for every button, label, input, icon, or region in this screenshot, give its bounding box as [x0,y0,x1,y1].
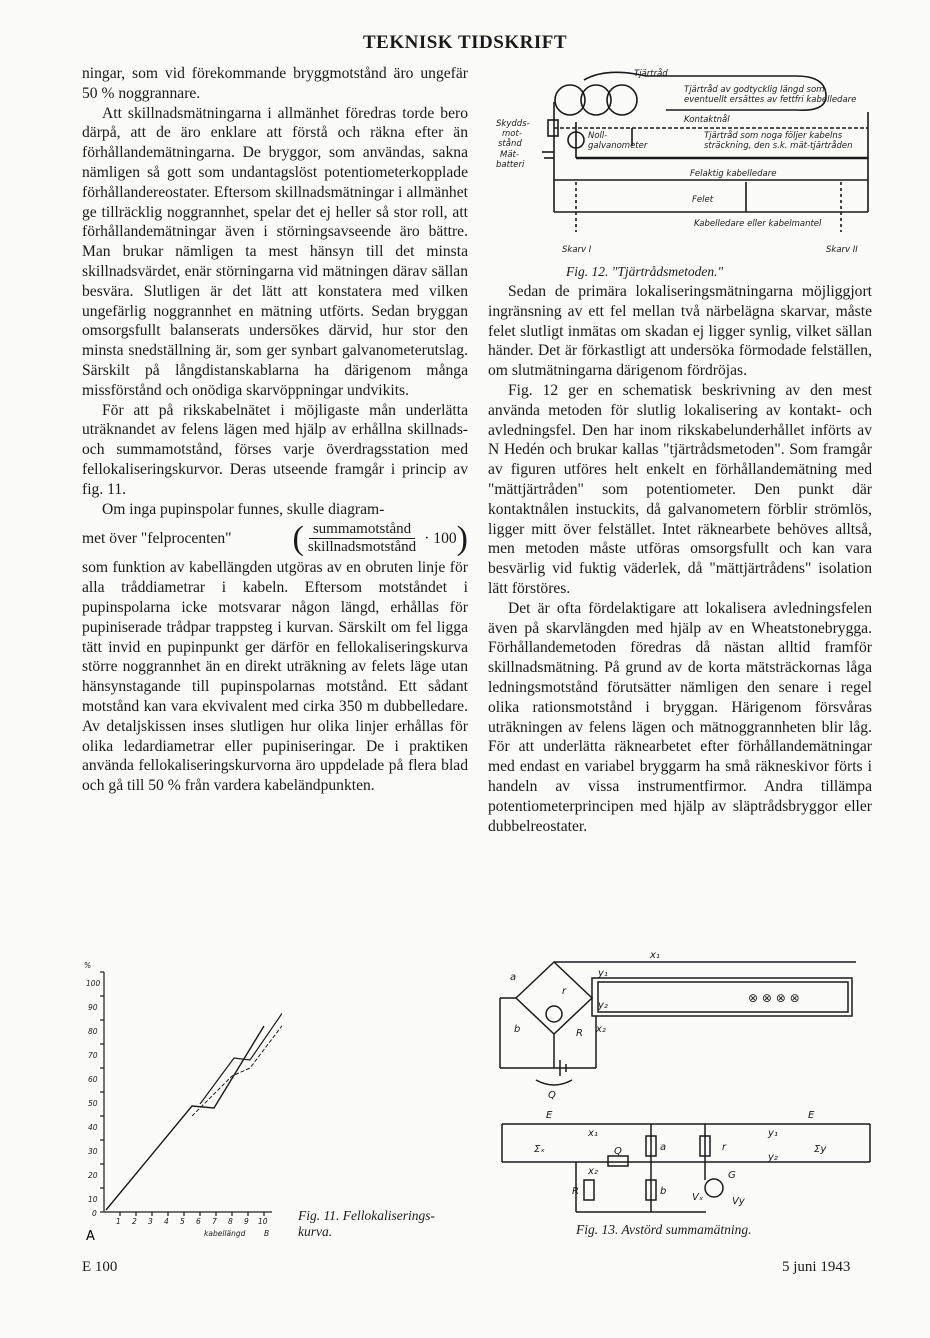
fig12-label-skydds2: mot- [502,129,522,139]
fig11-curve-main [106,1026,264,1210]
fig11-curve-dashed [192,1010,282,1116]
fig11-x-tick: 7 [212,1217,217,1226]
formula-numerator: summamotstånd [309,521,415,539]
fig11-x-tick: 2 [132,1217,137,1226]
fig11-x-label-b: B [264,1229,270,1238]
fig13-label-R: R [576,1028,583,1039]
journal-header: TEKNISK TIDSKRIFT [362,32,568,53]
paragraph: Sedan de primära lokaliseringsmätningarna möjliggjort ingränsning av ett fel mellan två närbelägna skarvar, måste felet slutligt inmätas om skadan ej ligger synlig, vilket sällan händer. Det är förkastligt att undersöka förmodade felställen, om slutmätningarna därigenom fördröjas. [488,283,872,380]
paragraph: ningar, som vid förekommande bryggmotstånd äro ungefär 50 % noggrannare. [82,65,468,102]
fig13-bridge-diagram [496,950,876,1100]
formula-prefix: met över "felprocenten" [82,529,232,547]
right-column [488,282,872,836]
fig13-label-b: b [514,1024,521,1035]
fig13-label-E-left: E [546,1110,553,1121]
fig11-x-tick: 4 [164,1217,169,1226]
fig11-y-tick: 70 [88,1051,98,1060]
fig13-label-y1: y₁ [768,1128,778,1139]
fig11-y-unit: % [84,961,92,970]
fig12-label-skarv1: Skarv I [562,245,592,255]
fig11-y-tick: 10 [88,1195,98,1204]
fig11-y-tick: 0 [92,1209,97,1218]
fig11-y-tick: 60 [88,1075,98,1084]
fig12-label-noll2: galvanometer [588,141,648,151]
paragraph: Att skillnadsmätningarna i allmänhet föredras torde bero därpå, att de äro enklare att förstå och räkna efter än förhållandemätningarna. De bryggor, som användas, sakna nämligen så gott som undantagslöst potentiometerkopplade förhållandereostater. Eftersom skillnadsmätningar i allmänhet ge tillräcklig noggrannhet, spelar det ej heller så stor roll, att förhållandemätningar även i störningsavseende äro bättre. Man brukar nämligen ta mest hänsyn till det minsta skillnadsvärdet, enär störningarna vid mätningen därav sällan besvära. Slutligen är det lätt att konstatera med vilken ungefärlig noggrannhet en mätning utförts. Sedan bryggan omsorgsfullt balanserats undersökes därvid, hur stor den minsta snedställning är, som ger synbart galvanometerutslag. Särskilt på långdistanskablarna ha därigenom många missförstånd och onödiga skarvöppningar undvikits. [82,104,468,399]
fig13-label-x1: x₁ [650,950,660,961]
fig13-label-x1: x₁ [588,1128,598,1139]
fig13-label-x2: x₂ [588,1166,598,1177]
fig12-label-felaktig: Felaktig kabelledare [690,169,777,179]
fig12-label-folj2: sträckning, den s.k. mät-tjärtråden [704,141,853,151]
fig11-y-tick: 20 [88,1171,98,1180]
fig12-caption: Fig. 12. "Tjärtrådsmetoden." [566,264,724,279]
fig11-x-tick: 8 [228,1217,233,1226]
fig11-y-tick: 90 [88,1003,98,1012]
paragraph: Det är ofta fördelaktigare att lokalisera avledningsfelen även på skarvlängden med hjälp av en Wheatstonebrygga. Förhållandemetoden föredras då nästan alltid framför skillnadsmätning. På grund av de korta mätsträckornas låga ledningsmotstånd förutsätter nämligen den senare i regel olika rationsmotstånd i bryggan. Härigenom försvåras uträkningen av felens lägen och mätnoggrannheten blir låg. För att underlätta räknearbetet efter förhållandemätningar med endast en variabel bryggarm ha små räkneskivor förts i handeln av vissa instrumentfirmor. Andra tillämpa potentiometerprincipen med hjälp av släptrådsbryggor eller dubbelreostater. [488,599,872,835]
felprocent-formula: met över "felprocenten" ( $\frac{\text{summamotstånd}}{\text{skillnadsmotstånd}}$ · 100 ) [82,519,468,557]
fig13-label-b: b [660,1186,667,1197]
left-column [82,64,468,796]
fig11-curve-upper [200,996,282,1104]
fig12-label-noll1: Noll- [588,131,608,141]
fig13-label-Q: Q [614,1146,622,1157]
fig13-label-Q: Q [548,1090,556,1100]
fig13-label-y1: y₁ [598,968,608,979]
fig13-label-E-right: E [808,1110,815,1121]
fig13-label-a: a [660,1142,667,1153]
paragraph: som funktion av kabellängden utgöras av en obruten linje för alla tråddiametrar i kabeln. Eftersom motståndet i pupinspolarna icke motsvarar någon längd, erhållas för pupiniserade trådpar trappsteg i kurvan. Särskilt om fel ligga tätt invid en pupinpunkt ger därför en fellokaliseringskurva större noggrannhet än en direkt uträkning av felets läge utan hänsynstagande till pupinspolarnas motstånd. Ett sådant motstånd kan vara ekvivalent med cirka 350 m dubbelledare. Av detaljskissen inses slutligen hur olika linjer erhållas för olika ledardiametrar eller pupiniseringar. De i praktiken använda fellokaliseringskurvorna äro uppdelade på flera blad och gå till 50 % från vardera kabeländpunkten. [82,559,468,795]
fig13-label-R: R [572,1186,579,1197]
fig12-label-mat1: Mät- [500,150,519,160]
fig11-x-tick: 9 [244,1217,249,1226]
fig13-label-vy: Vy [732,1196,745,1207]
fig11-y-tick: 100 [86,979,101,988]
fig13-label-y2: y₂ [768,1152,778,1163]
fig13-label-sum-y: Σy [814,1144,827,1155]
fig11-x-tick: 10 [258,1217,268,1226]
fig11-caption-1: Fig. 11. Fellokaliserings- [298,1208,435,1223]
fig11-y-tick: 30 [88,1147,98,1156]
fig12-label-kontaktnal: Kontaktnål [684,115,730,125]
fig11-y-tick: 50 [88,1099,98,1108]
fig11-chart [82,958,282,1248]
fig13-label-sum-x: Σₓ [534,1144,545,1155]
paragraph: För att på rikskabelnätet i möjligaste mån underlätta uträknandet av felens lägen med hjälp av erhållna skillnads- och summamotstånd, förses varje överdragsstation med fellokaliseringskurvor. Deras utseende framgår i princip av fig. 11. [82,401,468,498]
fig11-x-tick: 1 [116,1217,121,1226]
fig12-label-mat2: batteri [496,160,525,170]
issue-date: 5 juni 1943 [782,1259,851,1275]
fig13-label-r: r [562,986,567,997]
fig13-caption: Fig. 13. Avstörd summamätning. [576,1222,752,1237]
formula-suffix: · 100 [424,529,457,547]
fig13-label-y2: y₂ [598,1000,608,1011]
page-number: E 100 [82,1259,118,1275]
fig12-label-kabelledare: Kabelledare eller kabelmantel [694,219,822,229]
fig11-caption-2: kurva. [298,1224,333,1239]
fig11-y-tick: 40 [88,1123,98,1132]
fig11-x-label: kabellängd [204,1229,246,1238]
fig13-sum-diagram [496,1104,876,1222]
fig12-label-note1: Tjärtråd av godtycklig längd som [684,85,825,95]
formula-denominator: skillnadsmotstånd [307,539,417,556]
fig13-label-G: G [728,1170,736,1181]
fig13-label-x2: x₂ [596,1024,606,1035]
fig12-label-skydds3: stånd [498,139,522,149]
fig12-label-felet: Felet [692,195,714,205]
paragraph: Fig. 12 ger en schematisk beskrivning av den mest använda metoden för slutlig lokalisering av kontakt- och avledningsfel. Den har inom rikskabelunderhållet införts av N Hedén och brukar kallas "tjärtrådsmetoden". Som framgår av figuren utföres helt enkelt en förhållandemätning med "mättjärtråden" som potentiometer. Den punkt där kontaktnålen instuckits, då galvanometern förblir strömlös, ligger mitt över felstället. Intet räknearbete behöves alltså, men metoden måste utföras omsorgsfullt och kan vara besvärlig vid fuktig väderlek, då "mättjärtrådens" isolation lätt förstöres. [488,381,872,597]
fig12-diagram [496,62,886,262]
fig11-x-tick: 5 [180,1217,185,1226]
fig12-label-note2: eventuellt ersättes av fettfri kabelledare [684,95,857,105]
fig12-label-skarv2: Skarv II [826,245,858,255]
paragraph: Om inga pupinspolar funnes, skulle diagram- [102,500,385,518]
formula-fraction [304,521,420,556]
fig12-label-folj1: Tjärtråd som noga följer kabelns [704,131,843,141]
fig13-fault-marks: ⊗ ⊗ ⊗ ⊗ [748,991,800,1005]
fig11-origin-a: A [86,1229,95,1244]
fig11-x-tick: 3 [148,1217,153,1226]
fig12-label-tjartrad: Tjärtråd [634,69,668,79]
fig11-x-tick: 6 [196,1217,201,1226]
fig12-label-skydds1: Skydds- [496,119,530,129]
fig13-label-a: a [510,972,517,983]
fig11-y-tick: 80 [88,1027,98,1036]
fig13-label-vx: Vₓ [692,1192,704,1203]
fig13-label-r: r [722,1142,727,1153]
